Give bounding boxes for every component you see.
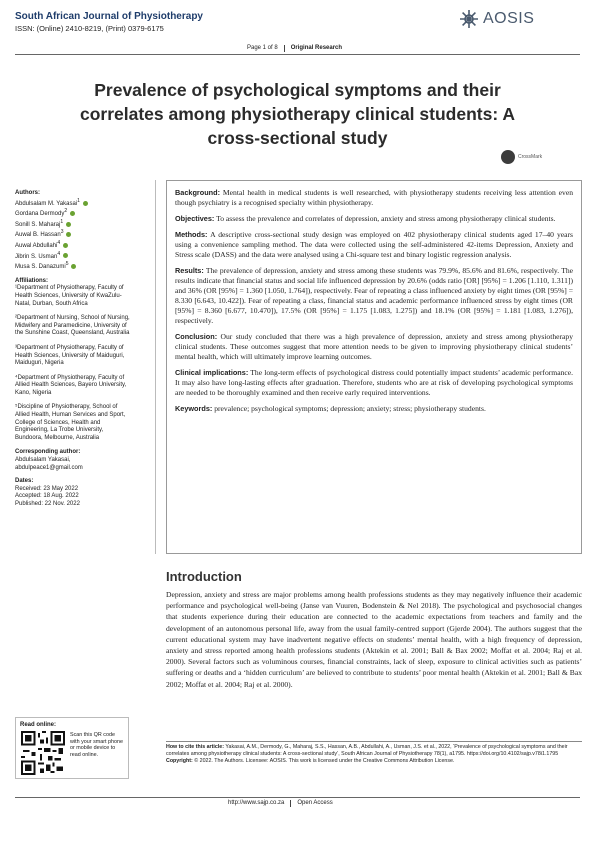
- crossmark-badge[interactable]: [501, 150, 542, 164]
- abstract-objectives: Objectives: To assess the prevalence and correlates of depression, anxiety and stress among physiotherapy clinical students.: [175, 214, 556, 223]
- open-access-label: Open Access: [297, 800, 333, 806]
- article-type: Original Research: [290, 45, 343, 51]
- introduction-body: Depression, anxiety and stress are major problems among health professions students as they may negatively influence their academic performance and psychological well-being (Janse van Vuuren, Bodenstein & Nel 2018). The psychological and psychosocial changes that students experience during their education are connected to the academic expectations from teachers and family and the development of an autonomous personal life, away from the usual family-centred support (Gjerde 2004). The authors suggest that the current educational system may have inadvertent negative effects on students’ mental health, with a high frequency of depression, anxiety and stress reported among health professions students (Aktekin et al. 2001; Ball & Bax 2002; Moffat et al. 2004; Raj et al. 2000). Several factors such as voluminous courses, financial constraints, lack of sleep, exposure to clinical activities such as patients’ suffering or deaths and a ‘hidden curriculum’ are believed to contribute to students’ poor mental health (Aktekin et al. 2001; Ball & Bax 2002; Moffat et al. 2004; Raj et al. 2000).: [166, 590, 582, 689]
- page-footer: [228, 800, 333, 807]
- orcid-icon[interactable]: [63, 253, 68, 258]
- read-online-box: [15, 717, 129, 779]
- column-divider: [155, 180, 156, 554]
- page-number: Page 1 of 8: [247, 45, 278, 51]
- orcid-icon[interactable]: [66, 222, 71, 227]
- read-online-label: Read online:: [20, 722, 57, 728]
- orcid-icon[interactable]: [70, 211, 75, 216]
- header-rule: [15, 54, 580, 55]
- qr-code-icon[interactable]: [21, 731, 65, 775]
- author-item[interactable]: Jibrin S. Usman$^4$: [15, 251, 130, 262]
- crossmark-icon: [501, 150, 515, 164]
- published-date: Published: 22 Nov. 2022: [15, 501, 80, 507]
- affiliation-item: ⁴Department of Physiotherapy, Faculty of Allied Health Sciences, Bayero University, Kano, Nigeria: [15, 374, 127, 396]
- copyright: Copyright: © 2022. The Authors. Licensee: AOSIS. This work is licensed under the Creative Commons Attribution License.: [166, 757, 455, 764]
- corresponding-name: Abdulsalam Yakasai,: [15, 457, 71, 464]
- aosis-logo[interactable]: [458, 8, 534, 30]
- author-item[interactable]: Auwal Abdullahi$^4$: [15, 240, 130, 251]
- dates-label: Dates:: [15, 478, 34, 485]
- author-item[interactable]: Musa S. Danazumi$^5$: [15, 261, 130, 272]
- article-title: Prevalence of psychological symptoms and their correlates among physiotherapy clinical students: A cross-sectional study: [79, 80, 516, 148]
- qr-instructions: Scan this QR code with your smart phone or mobile device to read online.: [70, 732, 124, 758]
- how-to-cite: How to cite this article: Yakasai, A.M., Dermody, G., Maharaj, S.S., Hassan, A.B., Abdullahi, A., Usman, J.S. et al., 2022, ‘Prevalence of psychological symptoms and their correlates among physiotherapy clinical students: A cross-sectional study’, South African Journal of Physiotherapy 78(1), a1795. https://doi.org/10.4102/sajp.v78i1.1795: [166, 744, 568, 757]
- abstract-clinical-implications: Clinical implications: The long-term effects of psychological distress could potentially impact students’ academic performance. It may also have long-lasting effects after graduation. Therefore, students who are at risk of developing psychological symptoms are needed to be thoroughly examined and then receive early required interventions.: [175, 368, 574, 397]
- accepted-date: Accepted: 18 Aug. 2022: [15, 493, 79, 500]
- corresponding-email[interactable]: abdulpeace1@gmail.com: [15, 464, 83, 471]
- abstract-conclusion: Conclusion: Our study concluded that there was a high prevalence of depression, anxiety and stress among physiotherapy clinical students. These outcomes suggest that more attention needs to be given to improving physiotherapy clinical students’ mental health, which will ultimately improve learning outcomes.: [175, 332, 573, 361]
- abstract-methods: Methods: A descriptive cross-sectional study design was employed on 402 physiotherapy clinical students aged 17–40 years using a convenience sampling method. The data were collected using the self-administered 42-items Depression, Anxiety and Stress scale (DASS) and the data were analysed using a Chi-square test and binary logistic regression analysis.: [175, 230, 573, 259]
- journal-title: South African Journal of Physiotherapy: [15, 11, 203, 22]
- citation-block: [166, 744, 582, 764]
- orcid-icon[interactable]: [66, 232, 71, 237]
- orcid-icon[interactable]: [83, 201, 88, 206]
- affiliations-label: Affiliations:: [15, 277, 48, 284]
- citation-rule: [166, 741, 582, 742]
- page-info-bar: [247, 45, 342, 52]
- crossmark-label: CrossMark: [518, 154, 543, 160]
- journal-url[interactable]: http://www.sajp.co.za: [228, 800, 285, 806]
- affiliation-item: ³Department of Physiotherapy, Faculty of Health Sciences, University of Maiduguri, Maiduguri, Nigeria: [15, 344, 125, 367]
- article-sidebar: [15, 190, 130, 515]
- orcid-icon[interactable]: [63, 243, 68, 248]
- authors-label: Authors:: [15, 190, 40, 196]
- author-item[interactable]: Abdulsalam M. Yakasai$^1$: [15, 198, 130, 209]
- affiliation-item: ²Department of Nursing, School of Nursing, Midwifery and Paramedicine, University of the Sunshine Coast, Queensland, Australia: [15, 315, 130, 337]
- aosis-logo-icon: [458, 8, 480, 30]
- issn: ISSN: (Online) 2410-8219, (Print) 0379-6175: [15, 24, 164, 33]
- abstract-background: Background: Mental health in medical students is well researched, with physiotherapy students receiving less attention even though psychiatry is a recognised specialty within physiotherapy.: [175, 188, 573, 207]
- abstract-results: Results: The prevalence of depression, anxiety and stress among these students was 79.9%, 85.6% and 81.6%, respectively. The results indicate that financial status and social life influenced depression by 20.6% (odds ratio [OR] [95%] = 1.206 [1.110, 1.311]) and 36% (OR [95%] = 1.360 [1.050, 1.764]), respectively. Fear of repeating a class influenced anxiety by eight times (OR [95%] = 8.330 [6.643, 10.422]). Fear of repeating a class, financial status and academic performance influenced stress by eight times (OR [95%] = 8.360 [6.677, 10.470]), 17.5% (OR [95%] = 1.175 [1.083, 1.275]) and 18.1% (OR [95%] = 1.181 [1.083, 1.276]), respectively.: [175, 266, 574, 325]
- author-item[interactable]: Gordana Dermody$^2$: [15, 208, 130, 219]
- orcid-icon[interactable]: [71, 264, 76, 269]
- divider: [290, 800, 291, 807]
- footer-rule: [15, 797, 580, 798]
- affiliation-item: ⁵Discipline of Physiotherapy, School of Allied Health, Human Services and Sport, College of Sciences, Health and Engineering, La Trobe University, Bundoora, Melbourne, Australia: [15, 404, 126, 441]
- affiliation-item: ¹Department of Physiotherapy, Faculty of Health Sciences, University of KwaZulu-Natal, Durban, South Africa: [15, 285, 124, 307]
- author-item[interactable]: Auwal B. Hassan$^3$: [15, 229, 130, 240]
- logo-text: AOSIS: [483, 10, 535, 27]
- abstract-keywords: Keywords: prevalence; psychological symptoms; depression; anxiety; stress; physiotherapy students.: [175, 404, 486, 413]
- received-date: Received: 23 May 2022: [15, 485, 79, 492]
- author-item[interactable]: Sonill S. Maharaj$^1$: [15, 219, 130, 230]
- introduction-heading: Introduction: [166, 569, 242, 584]
- divider: [284, 45, 285, 52]
- corresponding-label: Corresponding author:: [15, 449, 81, 456]
- abstract-box: [166, 180, 582, 554]
